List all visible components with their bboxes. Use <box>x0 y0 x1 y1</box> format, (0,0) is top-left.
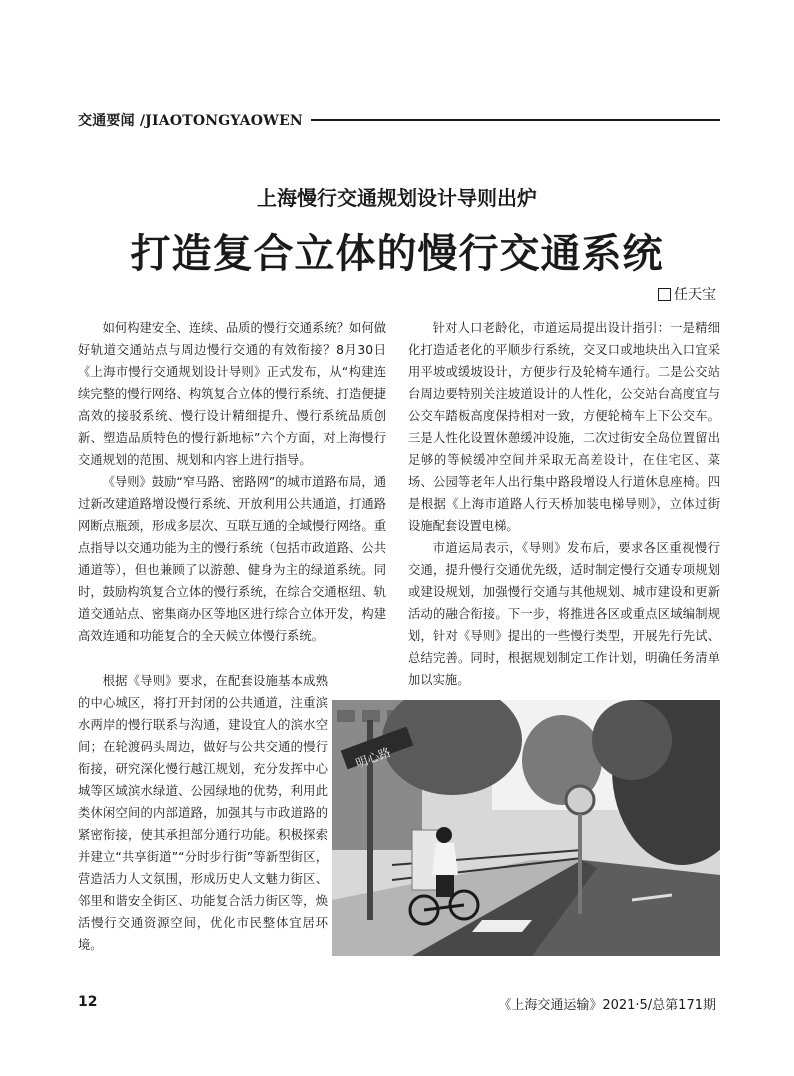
section-header <box>78 110 720 130</box>
street-sign-text: 明心路 <box>353 745 393 771</box>
header-rule <box>311 119 720 121</box>
paragraph: 针对人口老龄化，市道运局提出设计指引：一是精细化打造适老化的平顺步行系统，交叉口或地块出入口宜采用平坡或缓坡设计，方便步行及轮椅车通行。二是公交站台周边要特别关注坡道设计的人性化，公交站台高度宜与公交车踏板高度保持相对一致，方便轮椅车上下公交车。三是人性化设置休憩缓冲设施，二次过街安全岛位置留出足够的等候缓冲空间并采取无高差设计，在住宅区、菜场、公园等老年人出行集中路段增设人行道休息座椅。四是根据《上海市道路人行天桥加装电梯导则》，立体过街设施配套设置电梯。 <box>408 321 720 533</box>
article-subtitle: 上海慢行交通规划设计导则出炉 <box>257 186 537 210</box>
paragraph: 如何构建安全、连续、品质的慢行交通系统？如何做好轨道交通站点与周边慢行交通的有效衔接？8月30日《上海市慢行交通规划设计导则》正式发布，从“构建连续完整的慢行网络、构筑复合立体的慢行系统、打造便捷高效的接驳系统、慢行设计精细提升、慢行系统品质创新、塑造品质特色的慢行新地标”六个方面，对上海慢行交通规划的范围、规划和内容上进行指导。 <box>78 321 386 467</box>
street-photo <box>332 700 720 956</box>
paragraph: 《导则》鼓励“窄马路、密路网”的城市道路布局，通过新改建道路增设慢行系统、开放利用公共通道，打通路网断点瓶颈，形成多层次、互联互通的全域慢行网络。重点指导以交通功能为主的慢行系统（包括市政道路、公共通道等），但也兼顾了以游憩、健身为主的绿道系统。同时，鼓励构筑复合立体的慢行系统，在综合交通枢纽、轨道交通站点、密集商办区等地区进行综合立体开发，构建高效连通和功能复合的全天候立体慢行系统。 <box>78 475 386 643</box>
section-label: 交通要闻 /JIAOTONGYAOWEN <box>78 113 303 129</box>
street-photo-illustration <box>332 700 720 956</box>
article-title: 打造复合立体的慢行交通系统 <box>130 230 664 277</box>
paragraph: 市道运局表示，《导则》发布后，要求各区重视慢行交通，提升慢行交通优先级，适时制定慢行交通专项规划或建设规划，加强慢行交通与其他规划、城市建设和更新活动的融合衔接。下一步，将推进各区或重点区域编制规划，针对《导则》提出的一些慢行类型，开展先行先试、总结完善。同时，根据规划制定工作计划，明确任务清单加以实施。 <box>408 541 720 687</box>
author-box-icon <box>658 288 671 301</box>
page-number: 12 <box>78 994 98 1010</box>
left-column-bottom <box>78 670 328 956</box>
author-name: 任天宝 <box>674 287 716 303</box>
journal-info: 《上海交通运输》2021·5/总第171期 <box>498 998 716 1013</box>
author-byline <box>658 284 716 304</box>
paragraph: 根据《导则》要求，在配套设施基本成熟的中心城区，将打开封闭的公共通道，注重滨水两岸的慢行联系与沟通，建设宜人的滨水空间；在轮渡码头周边，做好与公共交通的慢行衔接，研究深化慢行越江规划，充分发挥中心城等区域滨水绿道、公园绿地的优势，利用此类休闲空间的内部道路，加强其与市政道路的紧密衔接，使其承担部分通行功能。积极探索并建立“共享街道”“分时步行街”等新型街区，营造活力人文氛围，形成历史人文魅力街区、邻里和谐安全街区、功能复合活力街区等，焕活慢行交通资源空间，优化市民整体宜居环境。 <box>78 674 328 952</box>
right-column <box>408 317 720 691</box>
left-column-top <box>78 317 386 647</box>
